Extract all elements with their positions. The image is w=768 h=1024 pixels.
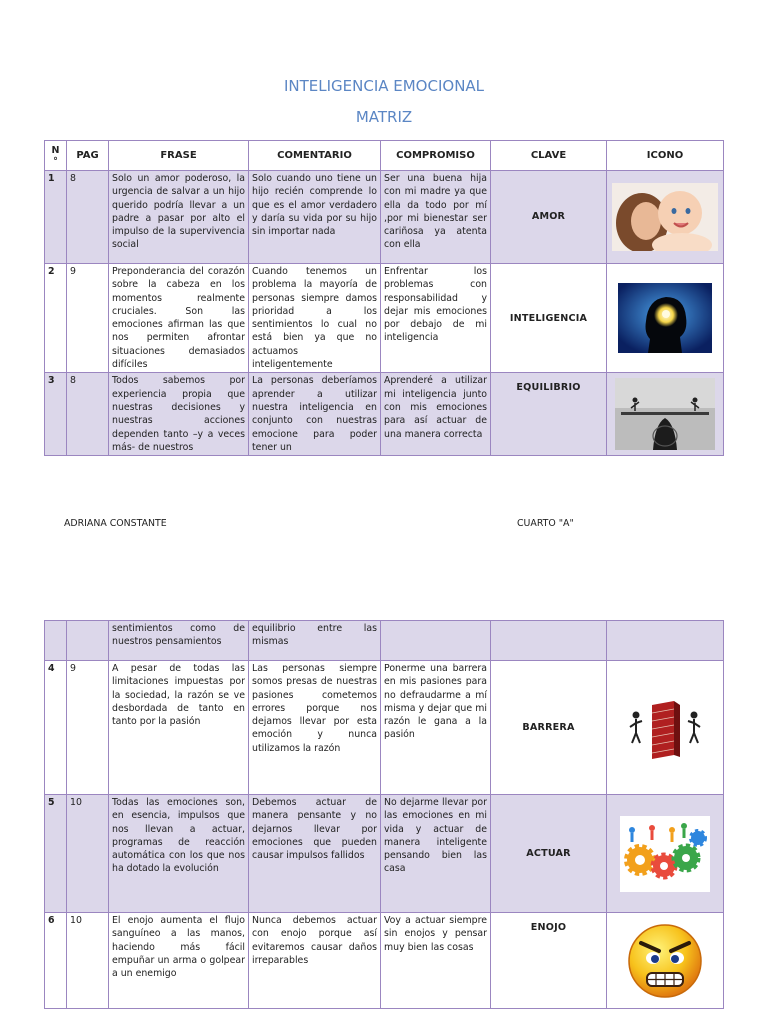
header-comentario: COMENTARIO xyxy=(249,141,381,171)
row-number xyxy=(45,621,67,661)
brick-wall-figures-icon xyxy=(607,661,724,795)
row-number: 3 xyxy=(45,373,67,456)
row-compromiso: Ser una buena hija con mi madre ya que ella da todo por mí ,por mi bienestar ser cariñosa ya atenta con ella xyxy=(381,171,491,264)
row-comentario: Cuando tenemos un problema la mayoría de personas siempre damos prioridad a los sentimientos lo cual no está bien ya que no actuamos inteligentemente xyxy=(249,264,381,373)
row-number: 5 xyxy=(45,795,67,913)
row-icono xyxy=(607,621,724,661)
header-num: N ° xyxy=(45,141,67,171)
table-row xyxy=(45,913,724,1009)
row-page: 8 xyxy=(67,171,109,264)
row-frase: Preponderancia del corazón sobre la cabeza en los momentos realmente cruciales. Son las emociones afirman las que nos permiten afrontar situaciones demasiados difíciles xyxy=(109,264,249,373)
mother-baby-photo-icon xyxy=(607,171,724,264)
row-clave: BARRERA xyxy=(491,661,607,795)
angry-face-icon xyxy=(607,913,724,1009)
class-label: CUARTO "A" xyxy=(517,518,574,529)
row-frase: A pesar de todas las limitaciones impuestas por la sociedad, la razón se ve desbordada de tanto en tanto por la pasión xyxy=(109,661,249,795)
row-frase: sentimientos como de nuestros pensamientos xyxy=(109,621,249,661)
header-icono: ICONO xyxy=(607,141,724,171)
row-page: 10 xyxy=(67,795,109,913)
table-row-continuation xyxy=(45,621,724,661)
matrix-table-part-2 xyxy=(44,620,724,1009)
document-title: INTELIGENCIA EMOCIONAL xyxy=(283,77,485,95)
table-row xyxy=(45,661,724,795)
row-frase: Todos sabemos por experiencia propia que nuestras decisiones y nuestras acciones dependen tanto –y a veces más- de nuestros xyxy=(109,373,249,456)
row-clave: EQUILIBRIO xyxy=(491,373,607,456)
table-row xyxy=(45,795,724,913)
row-comentario: Solo cuando uno tiene un hijo recién comprende lo que es el amor verdadero y daría su vida por su hijo sin importar nada xyxy=(249,171,381,264)
balance-seesaw-icon xyxy=(607,373,724,456)
table-header-row xyxy=(45,141,724,171)
row-page: 8 xyxy=(67,373,109,456)
row-compromiso: No dejarme llevar por las emociones en mi vida y actuar de manera inteligente pensando bien las casa xyxy=(381,795,491,913)
row-clave: INTELIGENCIA xyxy=(491,264,607,373)
table-row xyxy=(45,373,724,456)
header-compromiso: COMPROMISO xyxy=(381,141,491,171)
matrix-table-part-1 xyxy=(44,140,724,456)
row-page: 9 xyxy=(67,661,109,795)
row-clave: ACTUAR xyxy=(491,795,607,913)
row-compromiso xyxy=(381,621,491,661)
row-clave xyxy=(491,621,607,661)
header-pag: PAG xyxy=(67,141,109,171)
row-page: 10 xyxy=(67,913,109,1009)
row-clave: ENOJO xyxy=(491,913,607,1009)
row-number: 1 xyxy=(45,171,67,264)
document-subtitle: MATRIZ xyxy=(355,108,413,126)
row-compromiso: Enfrentar los problemas con responsabilidad y dejar mis emociones por debajo de mi inteligencia xyxy=(381,264,491,373)
row-comentario: Nunca debemos actuar con enojo porque así evitaremos causar daños irreparables xyxy=(249,913,381,1009)
row-comentario: Debemos actuar de manera pensante y no dejarnos llevar por emociones que pueden causar impulsos fallidos xyxy=(249,795,381,913)
row-comentario: La personas deberíamos aprender a utilizar nuestra inteligencia en conjunto con nuestras emocione para poder tener un xyxy=(249,373,381,456)
header-frase: FRASE xyxy=(109,141,249,171)
row-compromiso: Ponerme una barrera en mis pasiones para no defraudarme a mí misma y dejar que mi razón le gana a la pasión xyxy=(381,661,491,795)
author-name: ADRIANA CONSTANTE xyxy=(64,518,167,529)
row-frase: Todas las emociones son, en esencia, impulsos que nos llevan a actuar, programas de reacción automática con los que nos ha dotado la evolución xyxy=(109,795,249,913)
table-row xyxy=(45,171,724,264)
gears-people-icon xyxy=(607,795,724,913)
row-compromiso: Voy a actuar siempre sin enojos y pensar muy bien las cosas xyxy=(381,913,491,1009)
row-page xyxy=(67,621,109,661)
row-number: 4 xyxy=(45,661,67,795)
row-number: 6 xyxy=(45,913,67,1009)
row-clave: AMOR xyxy=(491,171,607,264)
row-number: 2 xyxy=(45,264,67,373)
row-comentario: Las personas siempre somos presas de nuestras pasiones cometemos errores porque nos dejamos llevar por esta emoción y nunca utilizamos la razón xyxy=(249,661,381,795)
row-page: 9 xyxy=(67,264,109,373)
header-clave: CLAVE xyxy=(491,141,607,171)
row-comentario: equilibrio entre las mismas xyxy=(249,621,381,661)
row-frase: El enojo aumenta el flujo sanguíneo a las manos, haciendo más fácil empuñar un arma o golpear a un enemigo xyxy=(109,913,249,1009)
row-compromiso: Aprenderé a utilizar mi inteligencia junto con mis emociones para así actuar de una manera correcta xyxy=(381,373,491,456)
table-row xyxy=(45,264,724,373)
head-lightbulb-icon xyxy=(607,264,724,373)
row-frase: Solo un amor poderoso, la urgencia de salvar a un hijo querido podría llevar a un padre a pasar por alto el impulso de la supervivencia social xyxy=(109,171,249,264)
